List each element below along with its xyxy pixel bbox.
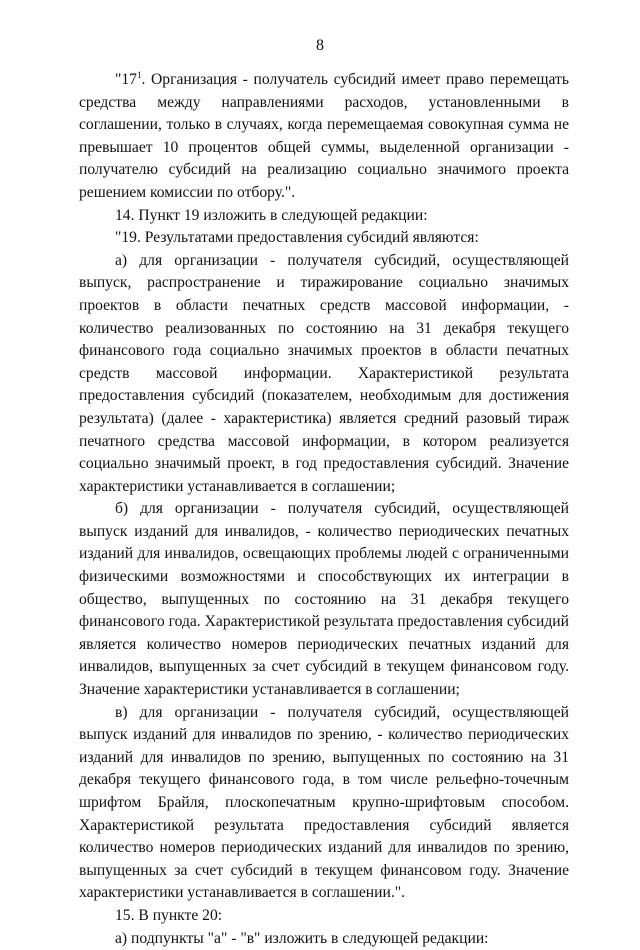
document-body — [79, 69, 569, 950]
page-number: 8 — [316, 37, 324, 54]
paragraph-item-15-a: а) подпункты "а" - "в" изложить в следующей редакции: — [115, 929, 489, 947]
paragraph-subitem-a: а) для организации - получателя субсидий, осуществляющей выпуск, распространение и тиражирование социально значимых проектов в области печатных средств массовой информации, - количество реализованных по состоянию на 31 декабря текущего финансового года социально значимых проектов в области печатных средств массовой информации. Характеристикой результата предоставления субсидий (показателем, необходимым для достижения результата) (далее - характеристика) является средний разовый тираж печатного средства массовой информации, в котором реализуется социально значимый проект, в год предоставления субсидий. Значение характеристики устанавливается в соглашении; — [79, 251, 569, 495]
paragraph-clause-19-heading: "19. Результатами предоставления субсидий являются: — [115, 229, 479, 247]
clause-number-text: "17 — [115, 71, 137, 88]
paragraph-item-14: 14. Пункт 19 изложить в следующей редакции: — [115, 206, 428, 224]
paragraph-subitem-v: в) для организации - получателя субсидий, осуществляющей выпуск изданий для инвалидов по зрению, - количество периодических изданий для инвалидов по зрению, выпущенных по состоянию на 31 декабря текущего финансового года, в том числе рельефно-точечным шрифтом Брайля, плоскопечатным крупно-шрифтовым способом. Характеристикой результата предоставления субсидий является количество номеров периодических изданий для инвалидов по зрению, выпущенных за счет субсидий в текущем финансовом году. Значение характеристики устанавливается в соглашении.". — [79, 703, 569, 902]
clause-body-text: . Организация - получатель субсидий имеет право перемещать средства между направлениями расходов, установленными в соглашении, только в случаях, когда перемещаемая совокупная сумма не превышает 10 процентов общей суммы, выделенной организации - получателю субсидий на реализацию социально значимого проекта решением комиссии по отбору.". — [79, 71, 569, 201]
superscript-index: 1 — [136, 70, 142, 80]
paragraph-subitem-b: б) для организации - получателя субсидий, осуществляющей выпуск изданий для инвалидов, - количество периодических печатных изданий для инвалидов, освещающих проблемы людей с ограниченными физическими возможностями и способствующих их интеграции в общество, выпущенных по состоянию на 31 декабря текущего финансового года. Характеристикой результата предоставления субсидий является количество номеров периодических печатных изданий для инвалидов, выпущенных за счет субсидий в текущем финансовом году. Значение характеристики устанавливается в соглашении; — [79, 500, 569, 699]
paragraph-item-15: 15. В пункте 20: — [115, 906, 223, 924]
paragraph-clause-17-1 — [79, 69, 569, 205]
